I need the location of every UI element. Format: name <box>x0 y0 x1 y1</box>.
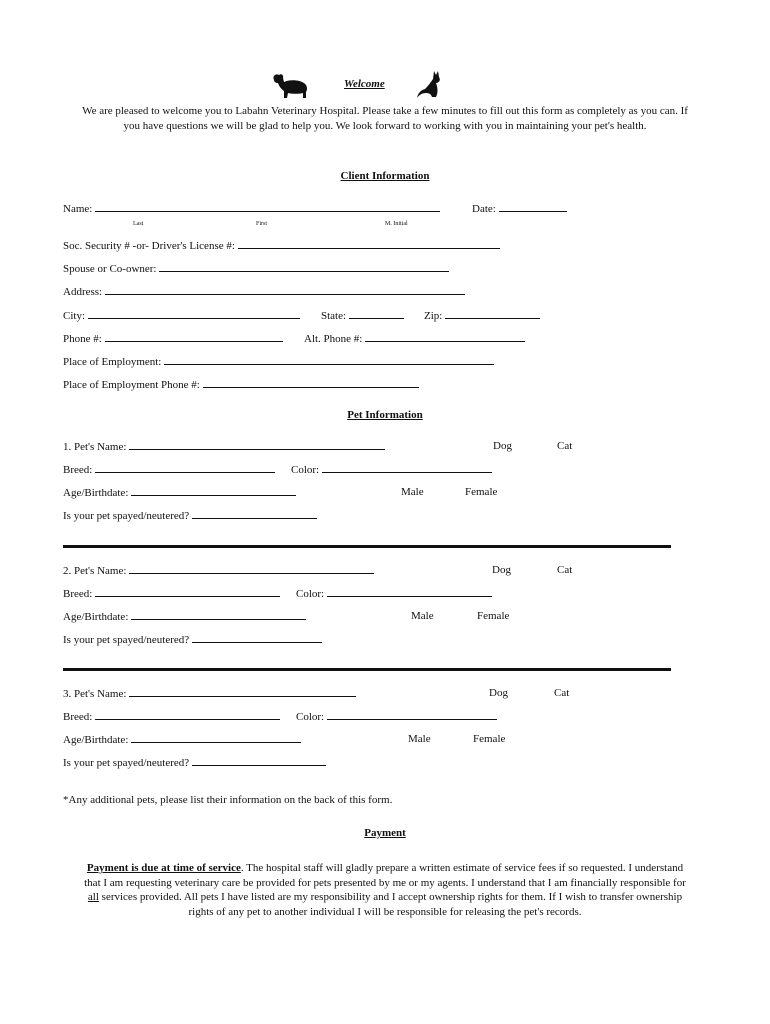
pet2-breed-field[interactable] <box>63 587 280 600</box>
name-sub-last: Last <box>133 221 144 227</box>
pet3-color-field[interactable] <box>296 710 497 723</box>
zip-label: Zip: <box>424 310 443 322</box>
divider <box>63 545 671 548</box>
client-heading: Client Information <box>340 170 430 182</box>
payment-heading: Payment <box>364 827 406 839</box>
pet2-color-field[interactable] <box>296 587 492 600</box>
name-sub-initial: M. Initial <box>385 221 408 227</box>
pet1-spayed-label: Is your pet spayed/neutered? <box>63 510 190 522</box>
intro-text: We are pleased to welcome you to Labahn Veterinary Hospital. Please take a few minutes to fill out this form as completely as you can. If you have questions we will be glad to help you. We look forward to working with you in maintaining your pet's health. <box>82 105 688 132</box>
name-sub-first: First <box>256 221 268 227</box>
ssn-label: Soc. Security # -or- Driver's License #: <box>63 240 235 252</box>
pet2-name-label: 2. Pet's Name: <box>63 565 127 577</box>
pet2-color-label: Color: <box>296 588 325 600</box>
pet1-name-field[interactable] <box>63 440 385 453</box>
dog-icon <box>270 70 310 100</box>
employment-label: Place of Employment: <box>63 356 162 368</box>
pet2-male-option[interactable]: Male <box>411 610 434 622</box>
pet1-cat-option[interactable]: Cat <box>557 440 573 452</box>
employment-phone-label: Place of Employment Phone #: <box>63 379 200 391</box>
pet1-age-label: Age/Birthdate: <box>63 487 129 499</box>
address-field[interactable] <box>63 285 465 298</box>
pet1-male-option[interactable]: Male <box>401 486 424 498</box>
ssn-field[interactable] <box>63 239 500 252</box>
pet1-breed-label: Breed: <box>63 464 93 476</box>
phone-label: Phone #: <box>63 333 102 345</box>
city-label: City: <box>63 310 86 322</box>
spouse-field[interactable] <box>63 262 449 275</box>
pet3-spayed-field[interactable] <box>63 756 326 769</box>
welcome-title: Welcome <box>344 78 385 90</box>
pet3-name-field[interactable] <box>63 687 356 700</box>
alt-phone-label: Alt. Phone #: <box>304 333 363 345</box>
pet3-name-label: 3. Pet's Name: <box>63 688 127 700</box>
alt-phone-field[interactable] <box>304 332 525 345</box>
pet-heading: Pet Information <box>347 409 423 421</box>
divider <box>63 668 671 671</box>
phone-field[interactable] <box>63 332 283 345</box>
pet3-breed-field[interactable] <box>63 710 280 723</box>
payment-lead: Payment is due at time of service <box>86 862 241 874</box>
pet2-cat-option[interactable]: Cat <box>557 564 573 576</box>
state-field[interactable] <box>321 309 404 322</box>
payment-text-a: . The hospital staff will gladly prepare a written estimate of service fees if so requested. I understand that I am requesting veterinary care be provided for pets presented by me or my agents. I understand that I am financially responsible for <box>84 862 686 889</box>
payment-text-b: services provided. All pets I have listed are my responsibility and I accept ownership rights for them. If I wish to transfer ownership rights of any pet to another individual I will be responsible for releasing the pet's records. <box>98 891 683 918</box>
pet1-female-option[interactable]: Female <box>465 486 498 498</box>
date-label: Date: <box>472 203 496 215</box>
pet2-dog-option[interactable]: Dog <box>492 564 511 576</box>
pet1-dog-option[interactable]: Dog <box>493 440 512 452</box>
pet1-color-field[interactable] <box>291 463 492 476</box>
pet3-breed-label: Breed: <box>63 711 93 723</box>
city-field[interactable] <box>63 309 300 322</box>
pet2-age-label: Age/Birthdate: <box>63 611 129 623</box>
address-label: Address: <box>63 286 103 298</box>
pet3-age-label: Age/Birthdate: <box>63 734 129 746</box>
pet1-color-label: Color: <box>291 464 320 476</box>
pet1-name-label: 1. Pet's Name: <box>63 441 127 453</box>
pet3-male-option[interactable]: Male <box>408 733 431 745</box>
spouse-label: Spouse or Co-owner: <box>63 263 157 275</box>
pet1-age-field[interactable] <box>63 486 296 499</box>
pet1-spayed-field[interactable] <box>63 509 317 522</box>
pet3-spayed-label: Is your pet spayed/neutered? <box>63 757 190 769</box>
pet2-spayed-field[interactable] <box>63 633 322 646</box>
employment-field[interactable] <box>63 355 494 368</box>
pet3-age-field[interactable] <box>63 733 301 746</box>
pet3-color-label: Color: <box>296 711 325 723</box>
pet3-female-option[interactable]: Female <box>473 733 506 745</box>
state-label: State: <box>321 310 347 322</box>
name-field[interactable] <box>63 202 440 215</box>
payment-all: all <box>87 891 99 903</box>
pet2-breed-label: Breed: <box>63 588 93 600</box>
pet1-breed-field[interactable] <box>63 463 275 476</box>
pet3-cat-option[interactable]: Cat <box>554 687 570 699</box>
name-label: Name: <box>63 203 93 215</box>
pet2-age-field[interactable] <box>63 610 306 623</box>
pet2-spayed-label: Is your pet spayed/neutered? <box>63 634 190 646</box>
zip-field[interactable] <box>424 309 540 322</box>
pet2-female-option[interactable]: Female <box>477 610 510 622</box>
additional-pets-note: *Any additional pets, please list their information on the back of this form. <box>63 794 393 806</box>
payment-text <box>0 861 770 919</box>
pet2-name-field[interactable] <box>63 564 374 577</box>
pet3-dog-option[interactable]: Dog <box>489 687 508 699</box>
employment-phone-field[interactable] <box>63 378 419 391</box>
cat-icon <box>412 68 444 100</box>
date-field[interactable] <box>472 202 567 215</box>
